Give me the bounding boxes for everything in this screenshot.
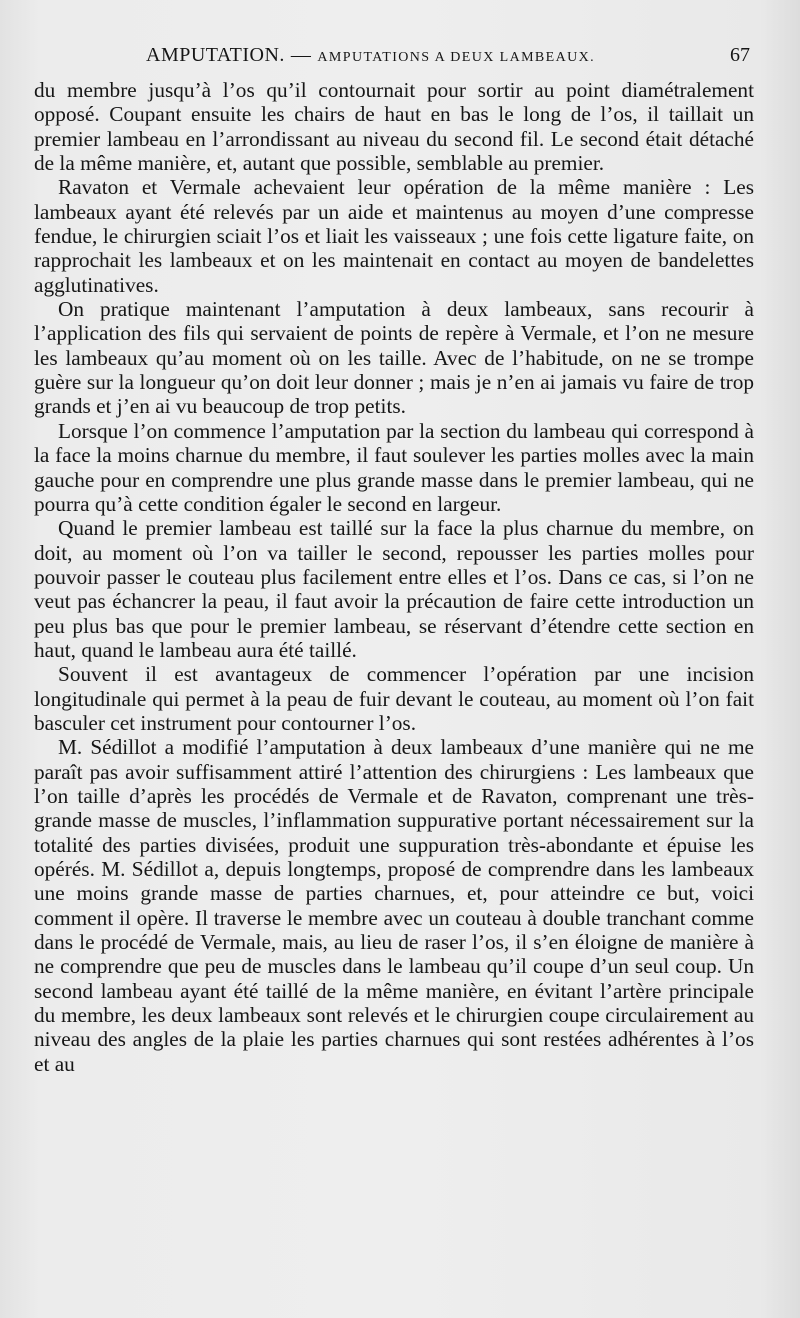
paragraph: Souvent il est avantageux de commencer l’opération par une incision longitudinale qui permet à la peau de fuir devant le couteau, au moment où l’on fait basculer cet instrument pour contourner l’os. (34, 662, 754, 735)
paragraph-continued: du membre jusqu’à l’os qu’il contournait pour sortir au point diamétralement opposé. Coupant ensuite les chairs de haut en bas le long de l’os, il taillait un premier lambeau en l’arrondissant au niveau du second fil. Le second était détaché de la même manière, et, autant que possible, semblable au premier. (34, 78, 754, 176)
paragraph: Quand le premier lambeau est taillé sur la face la plus charnue du membre, on doit, au moment où l’on va tailler le second, repousser les parties molles pour pouvoir passer le couteau plus facilement entre elles et l’os. Dans ce cas, si l’on ne veut pas échancrer la peau, il faut avoir la précaution de faire cette introduction un peu plus bas que pour le premier lambeau, se réservant d’étendre cette section en haut, quand le lambeau aura été taillé. (34, 516, 754, 662)
running-head-separator: — (290, 44, 312, 66)
paragraph: On pratique maintenant l’amputation à deux lambeaux, sans recourir à l’application des fils qui servaient de points de repère à Vermale, et l’on ne mesure les lambeaux qu’au moment où on les taille. Avec de l’habitude, on ne se trompe guère sur la longueur qu’on doit leur donner ; mais je n’en ai jamais vu faire de trop grands et j’en ai vu beaucoup de trop petits. (34, 297, 754, 419)
page-header (38, 44, 754, 74)
running-head (146, 44, 595, 67)
page-number: 67 (730, 44, 750, 66)
paragraph: Ravaton et Vermale achevaient leur opération de la même manière : Les lambeaux ayant été relevés par un aide et maintenus au moyen d’une compresse fendue, le chirurgien sciait l’os et liait les vaisseaux ; une fois cette ligature faite, on rapprochait les lambeaux et on les maintenait en contact au moyen de bandelettes agglutinatives. (34, 175, 754, 297)
paragraph: Lorsque l’on commence l’amputation par la section du lambeau qui correspond à la face la moins charnue du membre, il faut soulever les parties molles avec la main gauche pour en comprendre une plus grande masse dans le premier lambeau, qui ne pourra qu’à cette condition égaler le second en largeur. (34, 418, 754, 516)
running-head-title: AMPUTATION. (146, 44, 285, 66)
paragraph: M. Sédillot a modifié l’amputation à deux lambeaux d’une manière qui ne me paraît pas avoir suffisamment attiré l’attention des chirurgiens : Les lambeaux que l’on taille d’après les procédés de Vermale et de Ravaton, comprenant une très-grande masse de muscles, l’inflammation suppurative portant nécessairement sur la totalité des parties divisées, produit une suppuration très-abondante et épuise les opérés. M. Sédillot a, depuis longtemps, proposé de comprendre dans les lambeaux une moins grande masse de parties charnues, et, pour atteindre ce but, voici comment il opère. Il traverse le membre avec un couteau à double tranchant comme dans le procédé de Vermale, mais, au lieu de raser l’os, il s’en éloigne de manière à ne comprendre que peu de muscles dans le lambeau qu’il coupe d’un seul coup. Un second lambeau ayant été taillé de la même manière, en évitant l’artère principale du membre, les deux lambeaux sont relevés et le chirurgien coupe circulairement au niveau des angles de la plaie les parties charnues qui sont restées adhérentes à l’os et au (34, 735, 754, 1076)
running-head-subtitle: AMPUTATIONS A DEUX LAMBEAUX. (317, 50, 596, 65)
body-text (34, 78, 754, 1076)
